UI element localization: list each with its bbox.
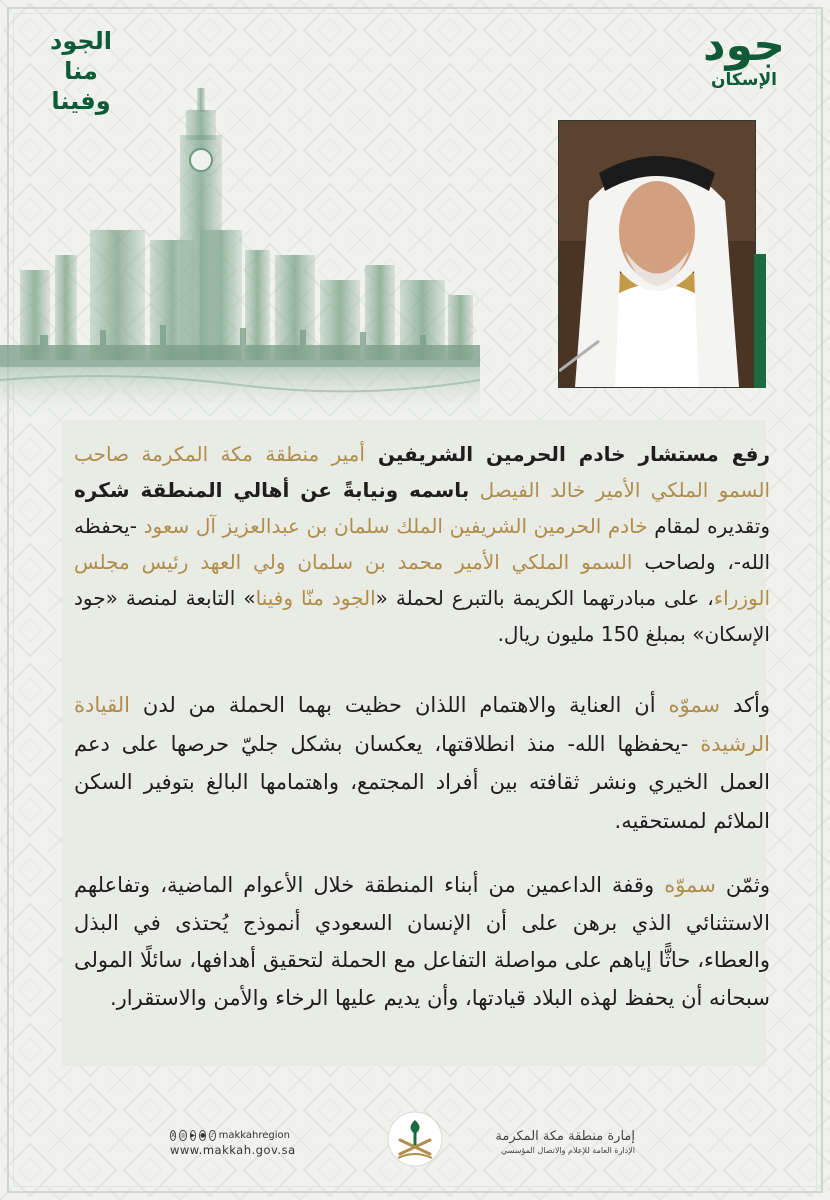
article-text-segment: التابعة لمنصة «جود الإسكان» بمبلغ 150 مليون ريال. xyxy=(74,586,770,646)
article-text-segment: » xyxy=(243,586,256,610)
logo-sub-text: الإسكان xyxy=(711,70,777,90)
article-text-segment: أمير منطقة مكة المكرمة xyxy=(141,442,365,466)
article-text-segment: السمو الملكي الأمير محمد بن سلمان ولي العهد xyxy=(200,550,633,574)
article-text-segment: سموّه xyxy=(668,693,721,717)
tiktok-icon[interactable]: ♪ xyxy=(210,1132,215,1139)
article-paragraph-1 xyxy=(74,436,770,652)
social-handle[interactable]: makkahregion xyxy=(218,1130,290,1141)
portrait-photo xyxy=(558,120,766,388)
article-text-segment: -يحفظه الله-، ولصاحب xyxy=(74,514,771,574)
footer-organization xyxy=(485,1128,635,1157)
article-text-segment: باسمه ونيابةً عن أهالي المنطقة شكره xyxy=(74,478,470,502)
article-text-segment: واهتمامها البالغ بتوفير السكن الملائم لمستحقيه. xyxy=(74,770,770,833)
social-row xyxy=(170,1130,290,1141)
article-text-segment: أن العناية والاهتمام اللذان حظيت بهما الحملة من لدن xyxy=(142,693,669,717)
portrait-frame xyxy=(558,120,756,388)
org-department: الإدارة العامة للإعلام والاتصال المؤسسي xyxy=(500,1146,635,1155)
article-text-segment: وأن يديم عليها الرخاء والأمن والاستقرار. xyxy=(109,985,459,1010)
article-paragraph-2 xyxy=(74,686,770,840)
photo-accent-bar xyxy=(754,254,766,388)
article-text-segment: لتحقيق أهدافها، سائلًا المولى سبحانه أن يحفظ لهذه البلاد قيادتها، xyxy=(74,948,770,1010)
article-text-segment: خادم الحرمين الشريفين الملك سلمان بن عبدالعزيز آل سعود xyxy=(143,514,648,538)
youtube-icon[interactable]: ▶ xyxy=(190,1132,196,1139)
jood-housing-logo xyxy=(694,20,794,90)
article-text-segment: وقفة الداعمين من أبناء المنطقة خلال الأعوام الماضية، xyxy=(160,873,665,897)
article-text-segment: ، على مبادرتهما الكريمة بالتبرع لحملة « xyxy=(375,586,714,610)
article-text-segment: رئيس مجلس الوزراء xyxy=(74,550,770,610)
article-text-segment: رفع مستشار خادم الحرمين الشريفين xyxy=(364,442,770,466)
article-text-segment: وتقديره لمقام xyxy=(647,514,771,538)
article-text-segment: القيادة الرشيدة xyxy=(74,693,770,756)
article-text-segment: وتفاعلهم الاستثنائي الذي برهن على أن الإنسان السعودي أنموذج xyxy=(74,873,770,935)
campaign-logo-line: الجود xyxy=(50,27,112,55)
makkah-skyline-illustration xyxy=(0,80,480,420)
article-paragraph-3 xyxy=(74,867,770,1017)
logo-main-text: جود xyxy=(703,20,785,71)
snapchat-icon[interactable]: ● xyxy=(200,1132,206,1139)
article-text-segment: سموّه xyxy=(664,873,716,897)
footer-contact xyxy=(170,1130,296,1157)
article-text-segment: وأكد xyxy=(720,693,770,717)
article-text-segment: -يحفظها الله- منذ انطلاقتها، يعكسان بشكل جليّ xyxy=(241,731,701,756)
article-text-segment: حرصها على دعم العمل الخيري ونشر ثقافته بين أفراد المجتمع، xyxy=(74,731,770,794)
org-name: إمارة منطقة مكة المكرمة xyxy=(495,1129,635,1144)
article-text-segment: صاحب السمو الملكي الأمير خالد الفيصل xyxy=(74,442,771,502)
campaign-logo-line: منا xyxy=(64,57,98,85)
article-text-segment: يُحتذى في البذل والعطاء، حاثًّا إياهم على مواصلة التفاعل مع الحملة xyxy=(74,910,770,972)
website-link[interactable]: www.makkah.gov.sa xyxy=(170,1143,296,1157)
campaign-logo-line: وفينا xyxy=(51,87,111,115)
x-social-icon[interactable]: X xyxy=(171,1132,176,1139)
article-text-segment: الجود منّا وفينا xyxy=(255,586,376,610)
saudi-emblem-icon xyxy=(386,1110,444,1168)
portrait-image xyxy=(559,121,755,387)
article-text-segment: وثمّن xyxy=(715,873,770,897)
instagram-icon[interactable]: ◎ xyxy=(180,1132,186,1139)
